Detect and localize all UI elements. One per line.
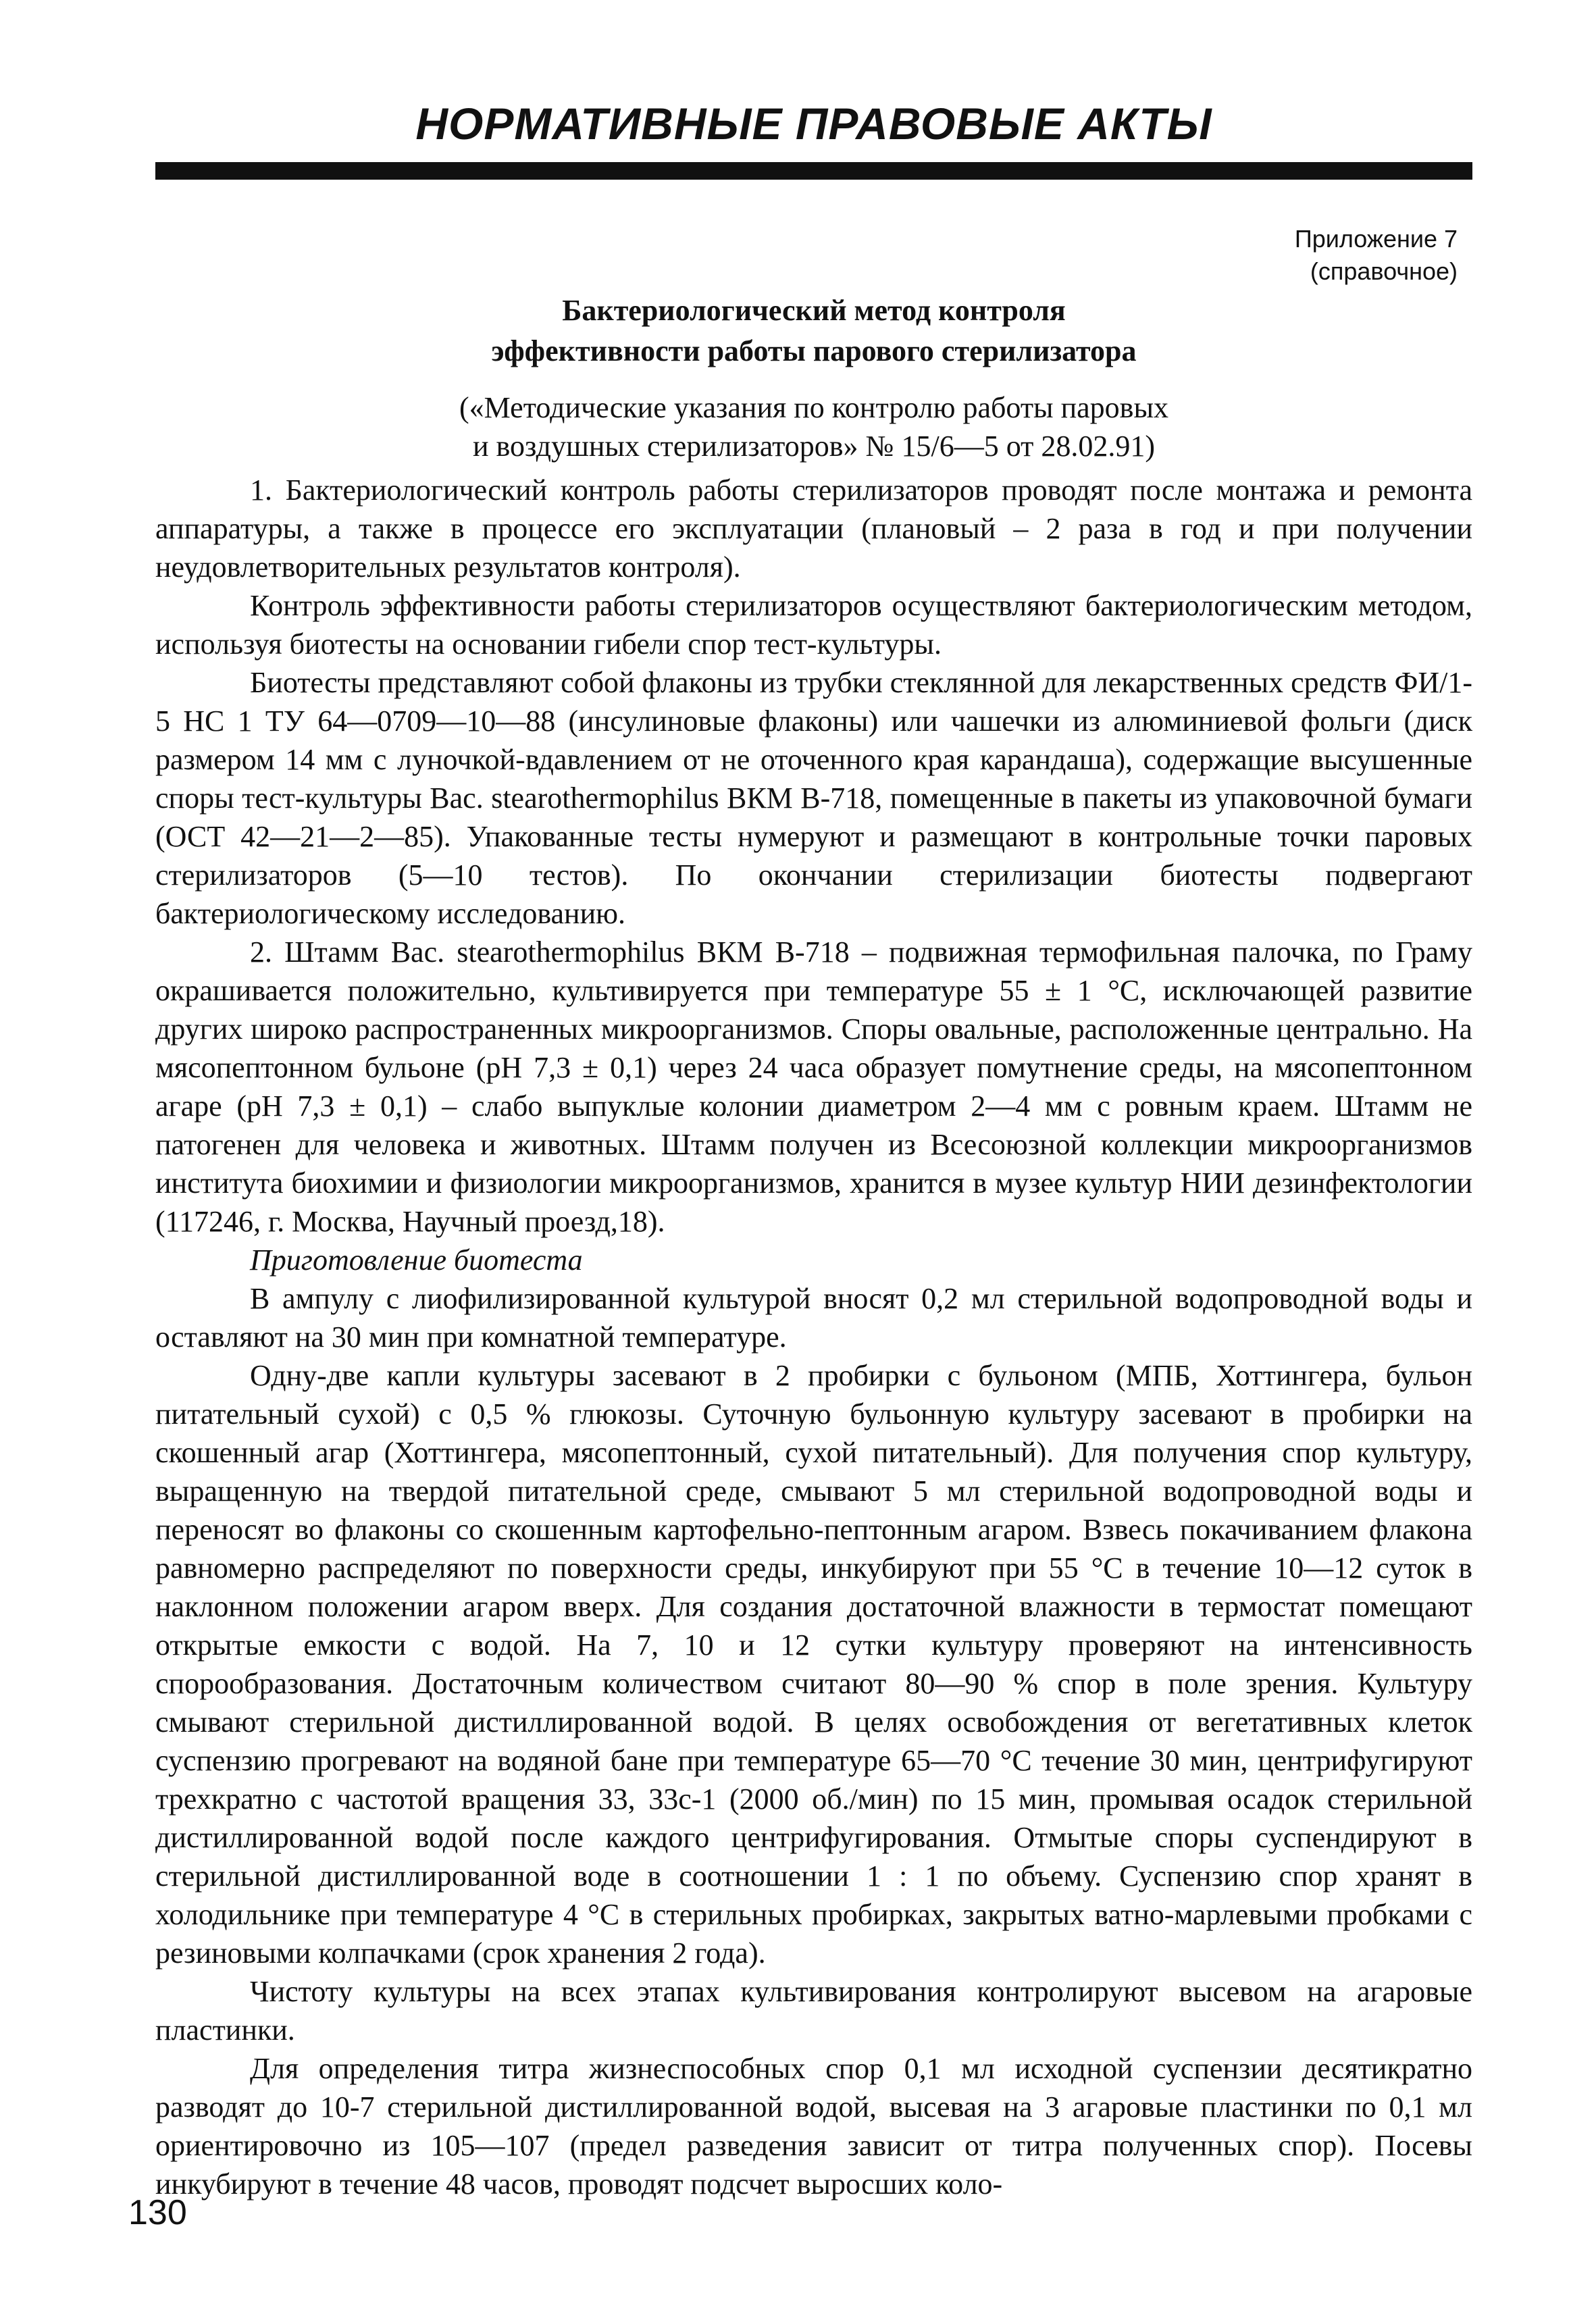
document-title-line: Бактериологический метод контроля bbox=[562, 294, 1066, 327]
body-text bbox=[155, 471, 1472, 2203]
paragraph: Для определения титра жизнеспособных спор 0,1 мл исходной суспензии десятикратно разводят до 10-7 стерильной дистиллированной водой, высевая на 3 агаровые пластинки по 0,1 мл ориентировочно из 105—107 (предел разведения зависит от титра полученных спор). Посевы инкубируют в течение 48 часов, проводят подсчет выросших коло- bbox=[155, 2052, 1472, 2201]
paragraph: Чистоту культуры на всех этапах культивирования контролируют высевом на агаровые пластинки. bbox=[155, 1975, 1472, 2047]
page-number: 130 bbox=[128, 2193, 187, 2232]
document-title bbox=[155, 290, 1472, 371]
paragraph: Одну-две капли культуры засевают в 2 пробирки с бульоном (МПБ, Хоттингера, бульон питательный сухой) с 0,5 % глюкозы. Суточную бульонную культуру засевают в пробирки на скошенный агар (Хоттингера, мясопептонный, сухой питательный). Для получения спор культуру, выращенную на твердой питательной среде, смывают 5 мл стерильной водопроводной воды и переносят во флаконы со скошенным картофельно-пептонным агаром. Взвесь покачиванием флакона равномерно распределяют по поверхности среды, инкубируют при 55 °С в течение 10—12 суток в наклонном положении агаром вверх. Для создания достаточной влажности в термостат помещают открытые емкости с водой. На 7, 10 и 12 сутки культуру проверяют на интенсивность спорообразования. Достаточным количеством считают 80—90 % спор в поле зрения. Культуру смывают стерильной дистиллированной водой. В целях освобождения от вегетативных клеток суспензию прогревают на водяной бане при температуре 65—70 °С течение 30 мин, центрифугируют трехкратно с частотой вращения 33, 33с-1 (2000 об./мин) по 15 мин, промывая осадок стерильной дистиллированной водой после каждого центрифугирования. Отмытые споры суспендируют в стерильной дистиллированной воде в соотношении 1 : 1 по объему. Суспензию спор хранят в холодильнике при температуре 4 °С в стерильных пробирках, закрытых ватно-марлевыми пробками с резиновыми колпачками (срок хранения 2 года). bbox=[155, 1359, 1472, 1970]
paragraph: 2. Штамм Bac. stearothermophilus ВКМ В-718 – подвижная термофильная палочка, по Граму окрашивается положительно, культивируется при температуре 55 ± 1 °С, исключающей развитие других широко распространенных микроорганизмов. Споры овальные, расположенные центрально. На мясопептонном бульоне (рН 7,3 ± 0,1) через 24 часа образует помутнение среды, на мясопептонном агаре (рН 7,3 ± 0,1) – слабо выпуклые колонии диаметром 2—4 мм с ровным краем. Штамм не патогенен для человека и животных. Штамм получен из Всесоюзной коллекции микроорганизмов института биохимии и физиологии микроорганизмов, хранится в музее культур НИИ дезинфектологии (117246, г. Москва, Научный проезд,18). bbox=[155, 935, 1472, 1238]
paragraph: Биотесты представляют собой флаконы из трубки стеклянной для лекарственных средств ФИ/1-5 НС 1 ТУ 64—0709—10—88 (инсулиновые флаконы) или чашечки из алюминиевой фольги (диск размером 14 мм с луночкой-вдавлением от не оточенного края карандаша), содержащие высушенные споры тест-культуры Bac. stearothermophilus ВКМ В-718, помещенные в пакеты из упаковочной бумаги (ОСТ 42—21—2—85). Упакованные тесты нумеруют и размещают в контрольные точки паровых стерилизаторов (5—10 тестов). По окончании стерилизации биотесты подвергают бактериологическому исследованию. bbox=[155, 666, 1472, 930]
document-source bbox=[155, 388, 1472, 465]
header-rule bbox=[155, 162, 1472, 180]
document-source-line: («Методические указания по контролю работы паровых bbox=[459, 391, 1169, 424]
document-source-line: и воздушных стерилизаторов» № 15/6—5 от 28.02.91) bbox=[472, 430, 1156, 463]
appendix-label bbox=[1295, 223, 1458, 288]
appendix-type: (справочное) bbox=[1310, 257, 1458, 285]
section-heading: Приготовление биотеста bbox=[250, 1243, 583, 1277]
paragraph: Контроль эффективности работы стерилизаторов осуществляют бактериологическим методом, используя биотесты на основании гибели спор тест-культуры. bbox=[155, 589, 1472, 661]
paragraph: В ампулу с лиофилизированной культурой вносят 0,2 мл стерильной водопроводной воды и оставляют на 30 мин при комнатной температуре. bbox=[155, 1282, 1472, 1354]
paragraph: 1. Бактериологический контроль работы стерилизаторов проводят после монтажа и ремонта аппаратуры, а также в процессе его эксплуатации (плановый – 2 раза в год и при получении неудовлетворительных результатов контроля). bbox=[155, 473, 1472, 584]
running-head-title: НОРМАТИВНЫЕ ПРАВОВЫЕ АКТЫ bbox=[415, 99, 1212, 149]
appendix-number: Приложение 7 bbox=[1294, 225, 1458, 253]
document-title-line: эффективности работы парового стерилизатора bbox=[491, 334, 1137, 367]
